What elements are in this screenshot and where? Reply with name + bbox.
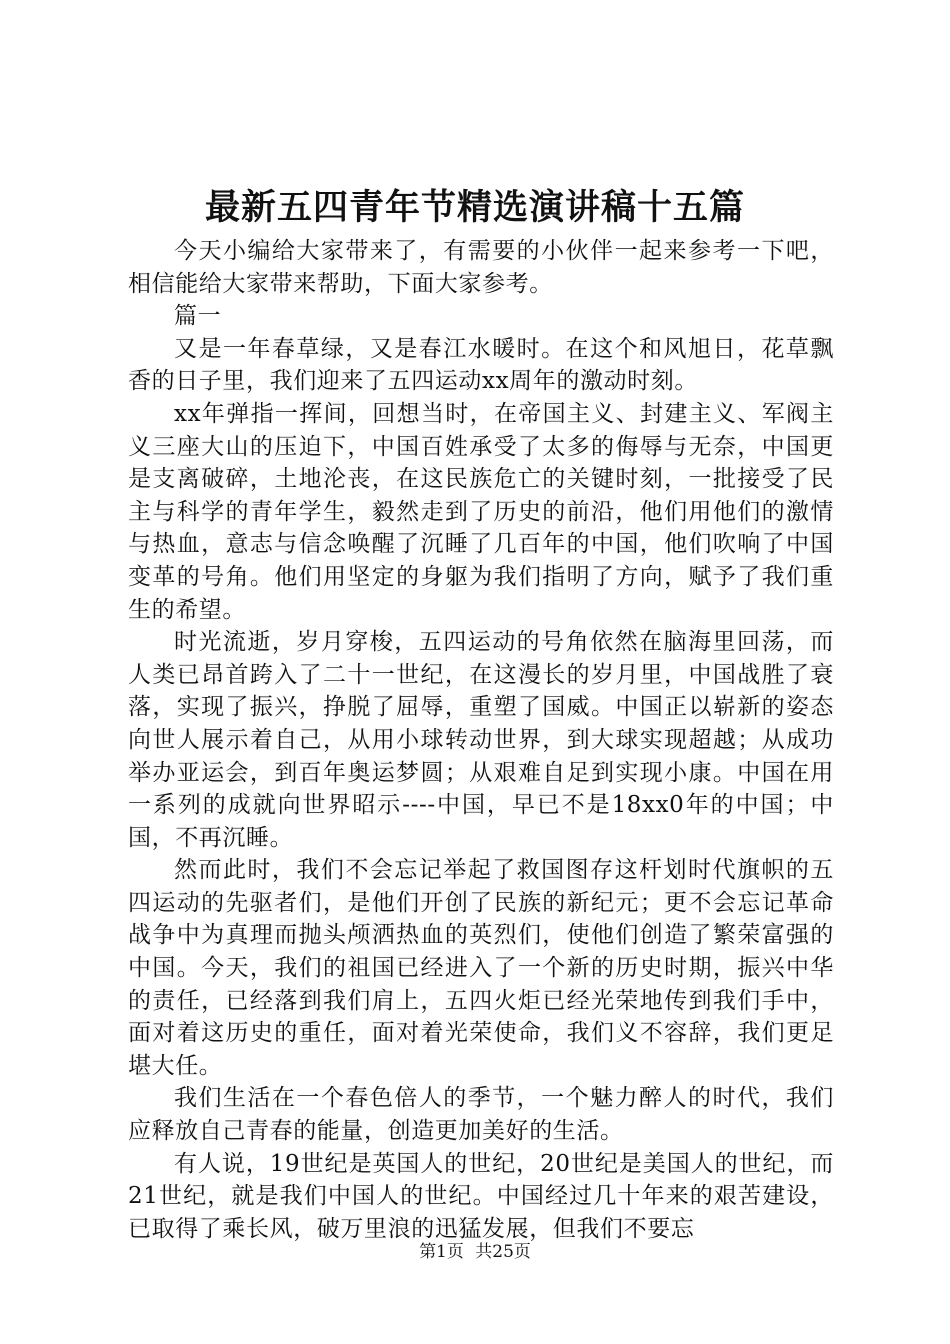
paragraph-intro: 今天小编给大家带来了，有需要的小伙伴一起来参考一下吧，相信能给大家带来帮助，下面大家参考。 xyxy=(128,238,834,297)
paragraph: 有人说，19世纪是英国人的世纪，20世纪是美国人的世纪，而21世纪，就是我们中国人的世纪。中国经过几十年来的艰苦建设，已取得了乘长风，破万里浪的迅猛发展，但我们不要忘 xyxy=(128,1150,834,1242)
section-heading: 篇一 xyxy=(174,303,222,330)
document-title: 最新五四青年节精选演讲稿十五篇 xyxy=(204,187,745,228)
paragraph: 然而此时，我们不会忘记举起了救国图存这杆划时代旗帜的五四运动的先驱者们，是他们开创了民族的新纪元；更不会忘记革命战争中为真理而抛头颅洒热血的英烈们，使他们创造了繁荣富强的中国。今天，我们的祖国已经进入了一个新的历史时期，振兴中华的责任，已经落到我们肩上，五四火炬已经光荣地传到我们手中，面对着这历史的重任，面对着光荣使命，我们义不容辞，我们更足堪大任。 xyxy=(128,857,834,1079)
paragraph: 又是一年春草绿，又是春江水暖时。在这个和风旭日，花草飘香的日子里，我们迎来了五四运动xx周年的激动时刻。 xyxy=(128,335,834,395)
page-footer xyxy=(0,1240,950,1264)
paragraph: xx年弹指一挥间，回想当时，在帝国主义、封建主义、军阀主义三座大山的压迫下，中国百姓承受了太多的侮辱与无奈，中国更是支离破碎，土地沦丧，在这民族危亡的关键时刻，一批接受了民主与科学的青年学生，毅然走到了历史的前沿，他们用他们的激情与热血，意志与信念唤醒了沉睡了几百年的中国，他们吹响了中国变革的号角。他们用坚定的身躯为我们指明了方向，赋予了我们重生的希望。 xyxy=(128,400,834,623)
paragraph: 时光流逝，岁月穿梭，五四运动的号角依然在脑海里回荡，而人类已昂首跨入了二十一世纪，在这漫长的岁月里，中国战胜了衰落，实现了振兴，挣脱了屈辱，重塑了国威。中国正以崭新的姿态向世人展示着自己，从用小球转动世界，到大球实现超越；从成功举办亚运会，到百年奥运梦圆；从艰难自足到实现小康。中国在用一系列的成就向世界昭示----中国，早已不是18xx0年的中国；中国，不再沉睡。 xyxy=(128,629,834,851)
document-body xyxy=(128,235,834,1245)
paragraph: 我们生活在一个春色倍人的季节，一个魅力醉人的时代，我们应释放自己青春的能量，创造更加美好的生活。 xyxy=(128,1085,834,1145)
page-total: 共25页 xyxy=(475,1242,531,1262)
page-number: 第1页 xyxy=(419,1242,464,1262)
